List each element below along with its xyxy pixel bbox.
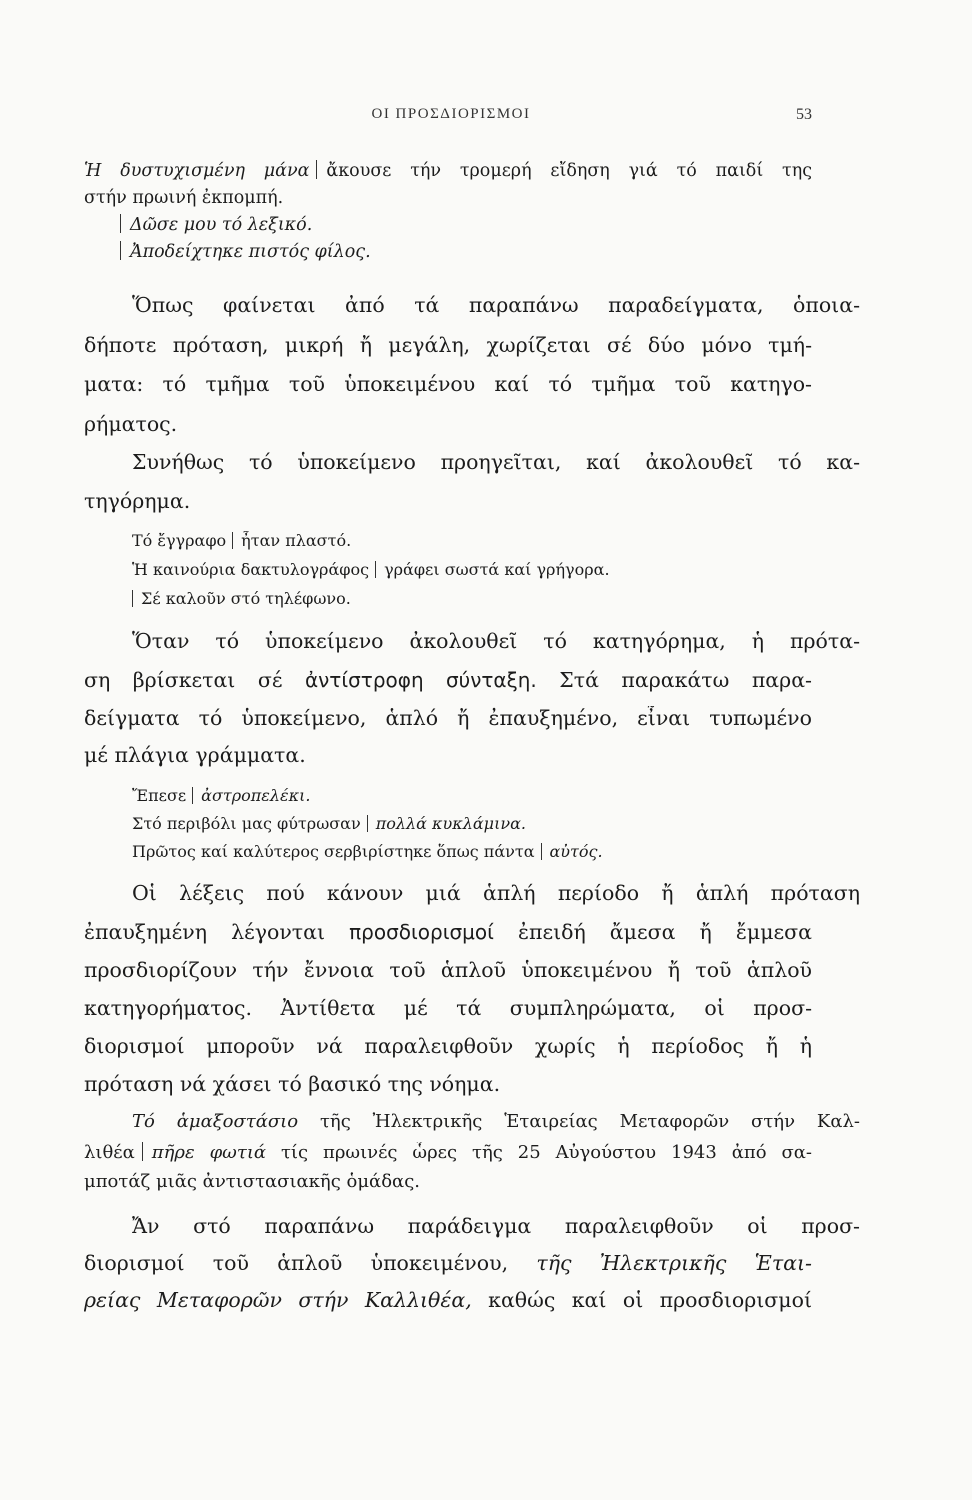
example-predicate: γράφει σωστά καί γρήγορα. bbox=[384, 560, 610, 579]
text-run: ἐπειδή ἄμεσα ἤ ἔμμεσα bbox=[517, 920, 812, 944]
divider-bar bbox=[132, 590, 133, 607]
paragraph5-line3 bbox=[84, 1288, 812, 1312]
example-subject: αὐτός. bbox=[549, 842, 603, 861]
key-term: προσδιορισμοί bbox=[349, 920, 494, 944]
example4-line1 bbox=[84, 1111, 860, 1132]
key-term: ἀντίστροφη σύνταξη. bbox=[304, 668, 537, 692]
paragraph1-line2: δήποτε πρόταση, μικρή ἤ μεγάλη, χωρίζεται σέ δύο μόνο τμή- bbox=[84, 333, 812, 357]
italic-run: ρείας Μεταφορῶν στήν Καλλιθέα, bbox=[84, 1288, 472, 1312]
example-subject: πολλά κυκλάμινα. bbox=[375, 814, 526, 833]
example-predicate: ἄκουσε τήν τρομερή εἴδηση γιά τό παιδί της bbox=[326, 161, 812, 181]
text-run: ἐπαυξημένη λέγονται bbox=[84, 920, 326, 944]
paragraph3-line3: δείγματα τό ὑποκείμενο, ἁπλό ἤ ἐπαυξημένο, εἶναι τυπωμένο bbox=[84, 706, 812, 730]
paragraph1-line3: ματα: τό τμῆμα τοῦ ὑποκειμένου καί τό τμῆμα τοῦ κατηγο- bbox=[84, 372, 812, 396]
running-head: ΟΙ ΠΡΟΣΔΙΟΡΙΣΜΟΙ bbox=[371, 106, 531, 122]
text-run: καθώς καί οἱ προσδιορισμοί bbox=[488, 1288, 812, 1312]
example4-line3: μποτάζ μιᾶς ἀντιστασιακῆς ὁμάδας. bbox=[84, 1171, 421, 1192]
paragraph4-line1: Οἱ λέξεις πού κάνουν μιά ἁπλή περίοδο ἤ ἁπλή πρόταση bbox=[132, 881, 860, 905]
divider-bar bbox=[142, 1142, 143, 1161]
paragraph1-line4: ρήματος. bbox=[84, 412, 178, 436]
divider-bar bbox=[192, 787, 193, 804]
divider-bar bbox=[367, 815, 368, 832]
paragraph4-line3: προσδιορίζουν τήν ἔννοια τοῦ ἁπλοῦ ὑποκειμένου ἤ τοῦ ἁπλοῦ bbox=[84, 958, 812, 982]
text-run: τῆς Ἠλεκτρικῆς Ἑταιρείας Μεταφορῶν στήν Καλ- bbox=[319, 1111, 860, 1132]
example2-line2 bbox=[84, 560, 860, 579]
example-subject: Τό ἔγγραφο bbox=[132, 531, 227, 550]
example3-line1 bbox=[84, 786, 860, 805]
paragraph5-line1: Ἄν στό παραπάνω παράδειγμα παραλειφθοῦν οἱ προσ- bbox=[132, 1214, 860, 1238]
paragraph2-line2: τηγόρημα. bbox=[84, 489, 191, 513]
divider-bar bbox=[375, 561, 376, 578]
text-run: ση βρίσκεται σέ bbox=[84, 668, 283, 692]
paragraph1-line1: Ὅπως φαίνεται ἀπό τά παραπάνω παραδείγματα, ὁποια- bbox=[132, 293, 860, 317]
example-predicate: Ἔπεσε bbox=[132, 786, 187, 805]
example1-line4 bbox=[84, 241, 812, 262]
example4-line2 bbox=[84, 1142, 812, 1163]
example-subject: Τό ἁμαξοστάσιο bbox=[132, 1111, 299, 1132]
example-predicate: Δῶσε μου τό λεξικό. bbox=[130, 215, 313, 235]
text-run: Στά παρακάτω παρα- bbox=[559, 668, 812, 692]
divider-bar bbox=[316, 160, 317, 179]
example-subject: ἀστροπελέκι. bbox=[201, 786, 311, 805]
example3-line3 bbox=[84, 842, 860, 861]
paragraph3-line1: Ὅταν τό ὑποκείμενο ἀκολουθεῖ τό κατηγόρημα, ἡ πρότα- bbox=[132, 629, 860, 653]
page-number: 53 bbox=[796, 106, 812, 123]
example2-line3 bbox=[84, 589, 860, 608]
example-predicate: ἦταν πλαστό. bbox=[241, 531, 352, 550]
example3-line2 bbox=[84, 814, 860, 833]
paragraph3-line4: μέ πλάγια γράμματα. bbox=[84, 743, 306, 767]
divider-bar bbox=[232, 532, 233, 549]
example1-line3 bbox=[84, 214, 812, 235]
divider-bar bbox=[120, 241, 121, 260]
paragraph5-line2 bbox=[84, 1251, 812, 1275]
example-predicate: Ἀποδείχτηκε πιστός φίλος. bbox=[130, 242, 371, 262]
example1-line1 bbox=[84, 160, 812, 181]
example-predicate: Σέ καλοῦν στό τηλέφωνο. bbox=[141, 589, 351, 608]
example2-line1 bbox=[84, 531, 860, 550]
example-subject: Ἡ καινούρια δακτυλογράφος bbox=[132, 560, 370, 579]
example-predicate: πῆρε φωτιά bbox=[151, 1142, 267, 1163]
example-predicate: Στό περιβόλι μας φύτρωσαν bbox=[132, 814, 361, 833]
paragraph4-line2 bbox=[84, 920, 812, 944]
divider-bar bbox=[541, 843, 542, 860]
text-run: διορισμοί τοῦ ἁπλοῦ ὑποκειμένου, bbox=[84, 1251, 509, 1275]
example-subject: Ἡ δυστυχισμένη μάνα bbox=[84, 161, 310, 181]
text-run: τίς πρωινές ὧρες τῆς 25 Αὐγούστου 1943 ἀπό σα- bbox=[280, 1142, 812, 1163]
text-run: λιθέα bbox=[84, 1142, 135, 1163]
italic-run: τῆς Ἠλεκτρικῆς Ἑται- bbox=[536, 1251, 812, 1275]
paragraph4-line6: πρόταση νά χάσει τό βασικό της νόημα. bbox=[84, 1072, 501, 1096]
example-predicate: Πρῶτος καί καλύτερος σερβιρίστηκε ὅπως πάντα bbox=[132, 842, 535, 861]
paragraph2-line1: Συνήθως τό ὑποκείμενο προηγεῖται, καί ἀκολουθεῖ τό κα- bbox=[132, 450, 860, 474]
divider-bar bbox=[120, 214, 121, 233]
paragraph3-line2 bbox=[84, 668, 812, 692]
paragraph4-line4: κατηγορήματος. Ἀντίθετα μέ τά συμπληρώματα, οἱ προσ- bbox=[84, 996, 812, 1020]
example1-line2: στήν πρωινή ἐκπομπή. bbox=[84, 188, 284, 208]
paragraph4-line5: διορισμοί μποροῦν νά παραλειφθοῦν χωρίς ἡ περίοδος ἤ ἡ bbox=[84, 1034, 812, 1058]
page-header bbox=[90, 106, 812, 130]
